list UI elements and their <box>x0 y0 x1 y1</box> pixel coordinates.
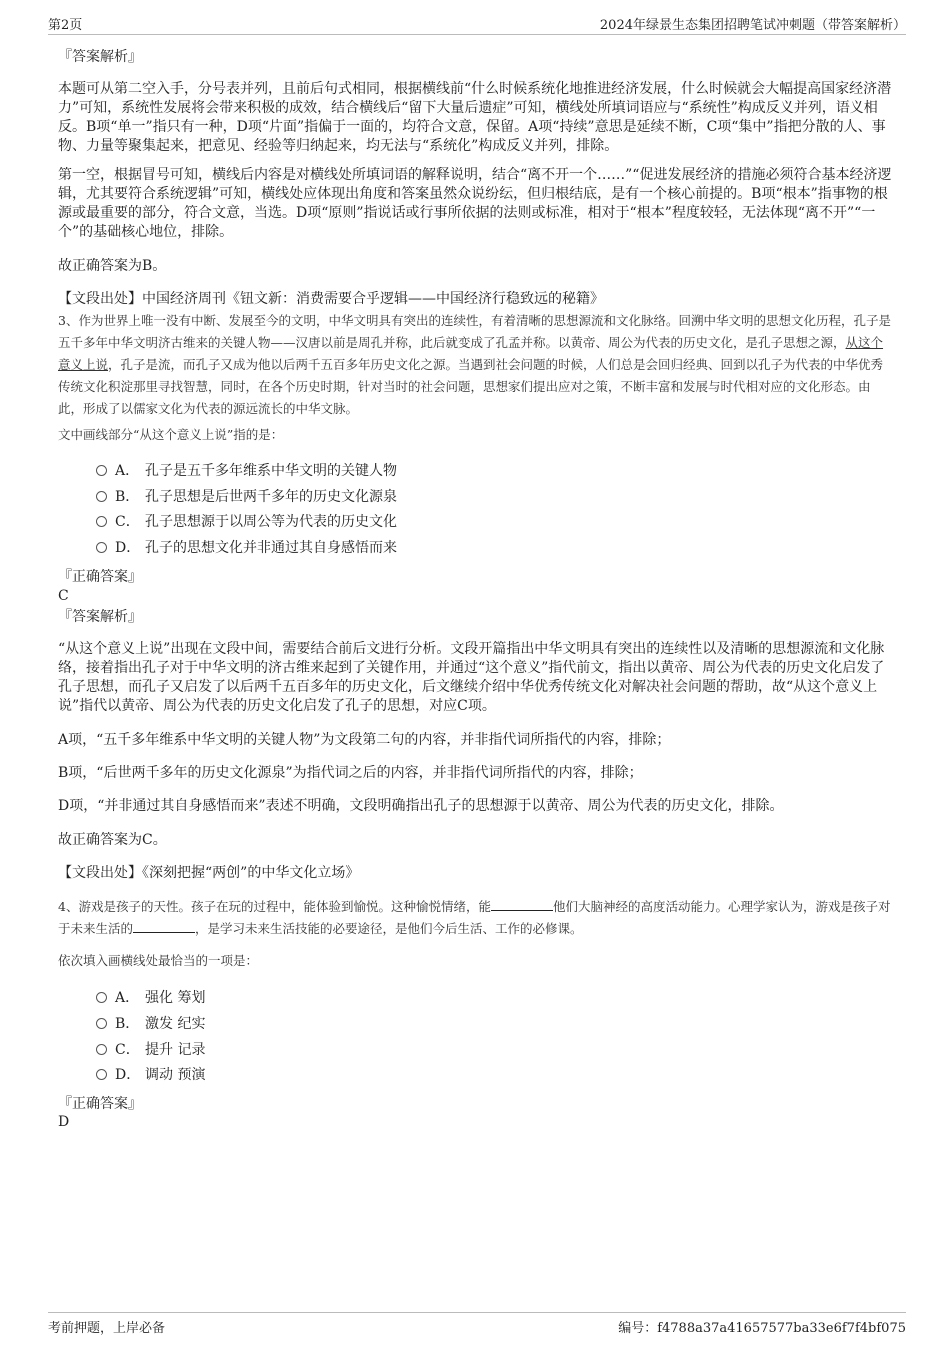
radio-icon[interactable] <box>96 491 107 502</box>
footer-serial: 编号：f4788a37a41657577ba33e6f7f4bf075 <box>618 1321 906 1336</box>
q3-analysis-a: A项，“五千多年维系中华文明的关键人物”为文段第二句的内容，并非指代词所指代的内容，排除； <box>58 732 671 748</box>
radio-icon[interactable] <box>96 465 107 476</box>
q4-passage <box>58 896 894 940</box>
q4-passage-part1: 4、游戏是孩子的天性。孩子在玩的过程中，能体验到愉悦。这种愉悦情绪，能 <box>58 899 491 914</box>
q2-analysis-para2: 第一空，根据冒号可知，横线后内容是对横线处所填词语的解释说明，结合“离不开一个……”“促进发展经济的措施必须符合基本经济逻辑，尤其要符合系统逻辑”可知，横线处应体现出角度和答案虽然众说纷纭，但归根结底，是有一个核心前提的。B项“根本”指事物的根源或最重要的部分，符合文意，当选。D项“原则”指说话或行事所依据的法则或标准，相对于“根本”程度较轻，无法体现“离不开”“一个”的基础核心地位，排除。 <box>58 167 892 240</box>
q4-passage-part3: ，是学习未来生活技能的必要途径，是他们今后生活、工作的必修课。 <box>195 921 583 936</box>
q3-analysis-b: B项，“后世两千多年的历史文化源泉”为指代词之后的内容，并非指代词所指代的内容，排除； <box>58 765 643 781</box>
q3-question: 文中画线部分“从这个意义上说”指的是： <box>58 427 284 442</box>
q3-option-c[interactable]: C． 孔子思想源于以周公等为代表的历史文化 <box>96 512 397 532</box>
q2-source: 【文段出处】中国经济周刊《钮文新：消费需要合乎逻辑——中国经济行稳致远的秘籍》 <box>58 291 604 307</box>
page-number: 第2页 <box>48 18 83 33</box>
q4-option-d[interactable]: D． 调动 预演 <box>96 1065 205 1085</box>
q4-passage-part2: 他们大脑神经的高度活动能力。心理学家认为，游戏是孩子对于未来生活的 <box>58 899 891 936</box>
q4-question: 依次填入画横线处最恰当的一项是： <box>58 953 259 968</box>
footer-slogan: 考前押题，上岸必备 <box>48 1321 166 1336</box>
q3-passage <box>58 310 894 420</box>
q4-blank-2 <box>133 920 195 933</box>
q4-answer-tag: 『正确答案』 <box>58 1096 142 1112</box>
q3-analysis-tag: 『答案解析』 <box>58 609 142 625</box>
radio-icon[interactable] <box>96 542 107 553</box>
q4-blank-1 <box>491 898 553 911</box>
q3-underlined-phrase: 从这个意义上说 <box>58 335 884 372</box>
page-footer <box>48 1312 906 1338</box>
q2-analysis-para1: 本题可从第二空入手，分号表并列，且前后句式相同，根据横线前“什么时候系统化地推进经济发展，什么时候就会大幅提高国家经济潜力”可知，系统性发展将会带来积极的成效，结合横线后“留下大量后遗症”可知，横线处所填词语应与“系统性”构成反义并列，语义相反。B项“单一”指只有一种，D项“片面”指偏于一面的，均符合文意，保留。A项“持续”意思是延续不断，C项“集中”指把分散的人、事物、力量等聚集起来，把意见、经验等归纳起来，均无法与“系统化”构成反义并列，排除。 <box>58 81 892 154</box>
q4-answer: D <box>58 1114 70 1130</box>
q4-option-c[interactable]: C． 提升 记录 <box>96 1040 205 1060</box>
q3-analysis-d: D项，“并非通过其自身感悟而来”表述不明确，文段明确指出孔子的思想源于以黄帝、周公为代表的历史文化，排除。 <box>58 798 784 814</box>
radio-icon[interactable] <box>96 1018 107 1029</box>
radio-icon[interactable] <box>96 1044 107 1055</box>
q3-passage-before: 3、作为世界上唯一没有中断、发展至今的文明，中华文明具有突出的连续性，有着清晰的思想源流和文化脉络。回溯中华文明的思想文化历程，孔子是五千多年中华文明济古维来的关键人物——汉唐以前是周孔并称，此后就变成了孔孟并称。以黄帝、周公为代表的历史文化，是孔子思想之源， <box>58 313 891 350</box>
q3-analysis: “从这个意义上说”出现在文段中间，需要结合前后文进行分析。文段开篇指出中华文明具有突出的连续性以及清晰的思想源流和文化脉络，接着指出孔子对于中华文明的济古维来起到了关键作用，并通过“这个意义”指代前文，指出以黄帝、周公为代表的历史文化启发了孔子思想，而孔子又启发了以后两千五百多年的历史文化，后文继续介绍中华优秀传统文化对解决社会问题的帮助，故“从这个意义上说”指代以黄帝、周公为代表的历史文化启发了孔子的思想，对应C项。 <box>58 641 885 714</box>
q2-conclusion: 故正确答案为B。 <box>58 258 167 274</box>
radio-icon[interactable] <box>96 992 107 1003</box>
q3-conclusion: 故正确答案为C。 <box>58 832 167 848</box>
radio-icon[interactable] <box>96 1069 107 1080</box>
q3-option-a[interactable]: A． 孔子是五千多年维系中华文明的关键人物 <box>96 461 397 481</box>
q3-source: 【文段出处】《深刻把握“两创”的中华文化立场》 <box>58 865 360 881</box>
q3-answer: C <box>58 588 69 604</box>
document-title: 2024年绿景生态集团招聘笔试冲刺题（带答案解析） <box>599 18 906 33</box>
q3-passage-after: ，孔子是流，而孔子又成为他以后两千五百多年历史文化之源。当遇到社会问题的时候，人们总是会回归经典、回到以孔子为代表的中华优秀传统文化积淀那里寻找智慧，同时，在各个历史时期，针对当时的社会问题，思想家们提出应对之策，不断丰富和发展与时代相对应的文化形态。由此，形成了以儒家文化为代表的源远流长的中华文脉。 <box>58 357 884 416</box>
q3-answer-tag: 『正确答案』 <box>58 569 142 585</box>
q4-option-a[interactable]: A． 强化 筹划 <box>96 988 205 1008</box>
q2-analysis-tag: 『答案解析』 <box>58 49 142 65</box>
q4-option-b[interactable]: B． 激发 纪实 <box>96 1014 205 1034</box>
page-header <box>48 14 906 35</box>
q3-option-b[interactable]: B． 孔子思想是后世两千多年的历史文化源泉 <box>96 487 397 507</box>
radio-icon[interactable] <box>96 516 107 527</box>
q3-option-d[interactable]: D． 孔子的思想文化并非通过其自身感悟而来 <box>96 538 397 558</box>
